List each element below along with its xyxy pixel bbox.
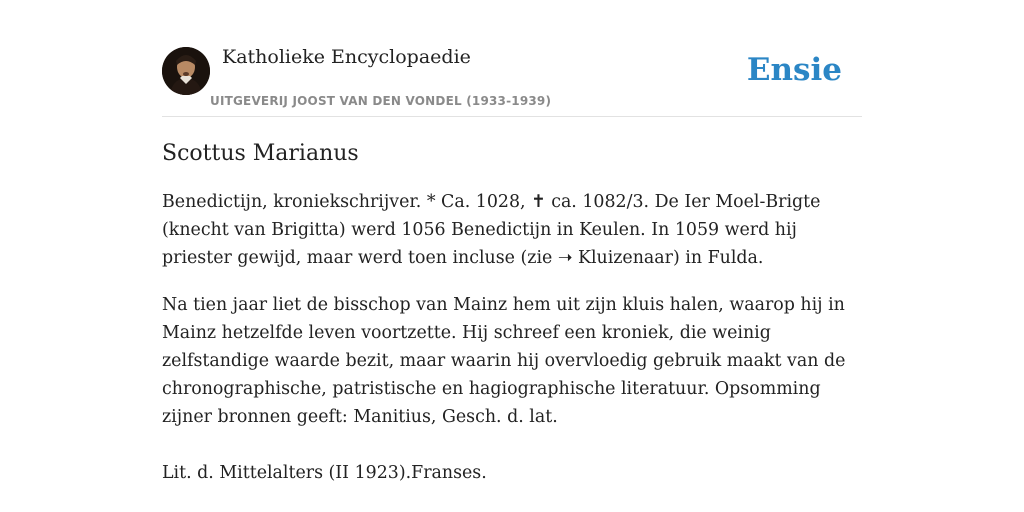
ensie-logo-link[interactable]: Ensie	[746, 52, 842, 88]
article-paragraph-3: Lit. d. Mittelalters (II 1923).Franses.	[162, 463, 487, 483]
death-cross-icon: ✝	[531, 192, 546, 212]
paragraph-text: ) in Fulda.	[672, 248, 764, 268]
portrait-avatar-icon[interactable]	[162, 47, 210, 95]
article	[162, 138, 862, 487]
site-title[interactable]: Katholieke Encyclopaedie	[222, 46, 471, 68]
site-header	[162, 44, 862, 117]
kluizenaar-link[interactable]: Kluizenaar	[577, 248, 673, 268]
article-title: Scottus Marianus	[162, 141, 359, 166]
publisher-label: UITGEVERIJ JOOST VAN DEN VONDEL (1933-1939)	[210, 94, 552, 108]
arrow-right-icon: ➝	[557, 248, 573, 268]
article-paragraph-2: Na tien jaar liet de bisschop van Mainz hem uit zijn kluis halen, waarop hij in Mainz hetzelfde leven voortzette. Hij schreef een kroniek, die weinig zelfstandige waarde bezit, maar waarin hij overvloedig gebruik maakt van de chronographische, patristische en hagiographische literatuur. Opsomming zijner bronnen geeft: Manitius, Gesch. d. lat.	[162, 295, 846, 427]
paragraph-text: Benedictijn, kroniekschrijver. * Ca. 1028,	[162, 192, 532, 212]
paragraph-text: ca. 1082/3. De Ier Moel-Brigte (knecht van Brigitta) werd 1056 Benedictijn in Keulen. In 1059 werd hij priester gewijd, maar werd toen incluse (zie	[162, 192, 821, 268]
article-paragraph-1	[162, 188, 862, 272]
